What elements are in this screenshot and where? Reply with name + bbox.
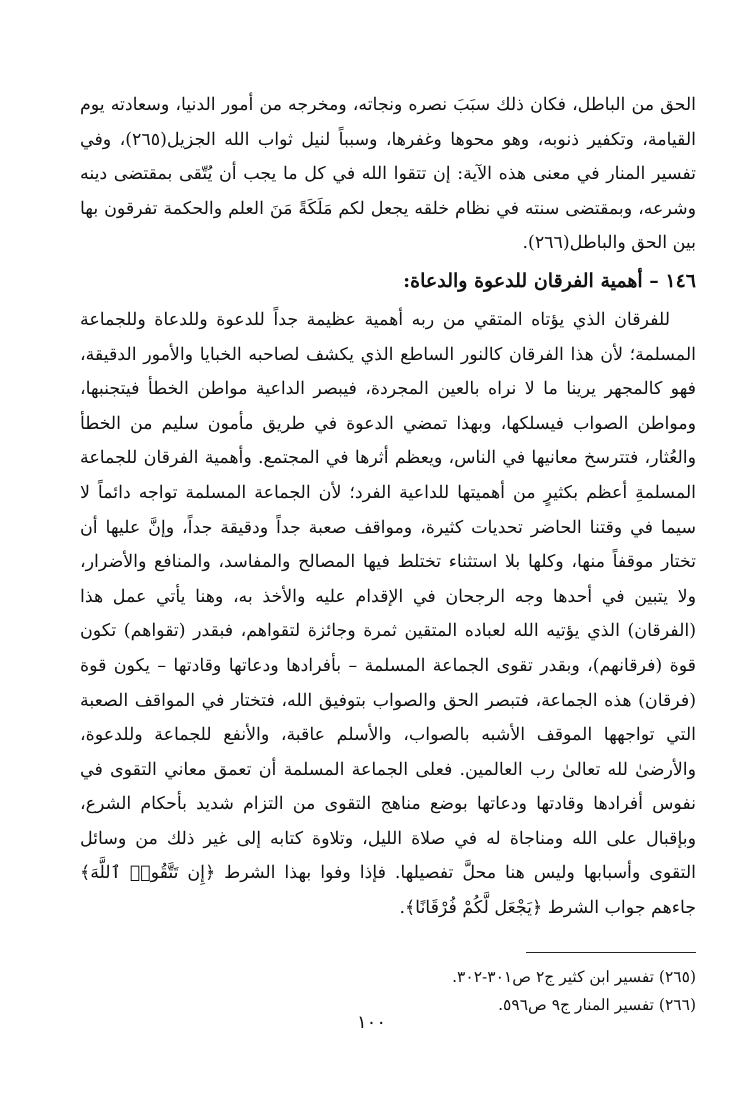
paragraph-main: للفرقان الذي يؤتاه المتقي من ربه أهمية عظيمة جداً للدعوة وللدعاة وللجماعة المسلمة؛ لأن هذا الفرقان كالنور الساطع الذي يكشف لصاحبه الخبايا والأمور الدقيقة، فهو كالمجهر يرينا ما لا نراه بالعين المجردة، فيبصر الداعية مواطن الخطأ فيتجنبها، ومواطن الصواب فيسلكها، وبهذا تمضي الدعوة في طريق مأمون سليم من الخطأ والعُثار، فتترسخ معانيها في الناس، ويعظم أثرها في المجتمع. وأهمية الفرقان للجماعة المسلمةِ أعظم بكثيرٍ من أهميتها للداعية الفرد؛ لأن الجماعة المسلمة تواجه دائماً لا سيما في وقتنا الحاضر تحديات كثيرة، ومواقف صعبة جداً ودقيقة جداً، وإنَّ عليها أن تختار موقفاً منها، وكلها بلا استثناء تختلط فيها المصالح والمفاسد، والمنافع والأضرار، ولا يتبين في أحدها وجه الرجحان في الإقدام عليه والأخذ به، وهنا يأتي عمل هذا (الفرقان) الذي يؤتيه الله لعباده المتقين ثمرة وجائزة لتقواهم، فبقدر (تقواهم) تكون قوة (فرقانهم)، وبقدر تقوى الجماعة المسلمة – بأفرادها ودعاتها وقادتها – يكون قوة (فرقان) هذه الجماعة، فتبصر الحق والصواب بتوفيق الله، فتختار في المواقف الصعبة التي تواجهها الموقف الأشبه بالصواب، والأسلم عاقبة، والأنفع للجماعة وللدعوة، والأرضىٰ لله تعالىٰ رب العالمين. فعلى الجماعة المسلمة أن تعمق معاني التقوى في نفوس أفرادها وقادتها ودعاتها بوضع مناهج التقوى من التزام شديد بأحكام الشرع، وبإقبال على الله ومناجاة له في صلاة الليل، وتلاوة كتابه إلى غير ذلك من وسائل التقوى وأسبابها وليس هنا محلَّ تفصيلها. فإذا وفوا بهذا الشرط ﴿إِن تَتَّقُوا۟ ٱللَّهَ﴾ جاءهم جواب الشرط ﴿يَجْعَل لَّكُمْ فُرْقَانًا﴾.: [80, 309, 696, 919]
section-heading: ١٤٦ – أهمية الفرقان للدعوة والدعاة:: [403, 269, 696, 292]
page-number: ١٠٠: [356, 1012, 386, 1033]
footnote-265: (٢٦٥) تفسير ابن كثير ج٢ ص٣٠١-٣٠٢.: [452, 968, 696, 986]
footnote-266: (٢٦٦) تفسير المنار ج٩ ص٥٩٦.: [498, 996, 696, 1014]
page-body: [80, 88, 696, 926]
footnotes: [80, 952, 696, 1019]
footnote-separator: [526, 952, 696, 953]
paragraph-continuation: الحق من الباطل، فكان ذلك سبَبَ نصره ونجاته، ومخرجه من أمور الدنيا، وسعادته يوم القيامة، وتكفير ذنوبه، وهو محوها وغفرها، وسبباً لنيل ثواب الله الجزيل(٢٦٥)، وفي تفسير المنار في معنى هذه الآية: إن تتقوا الله في كل ما يجب أن يُتّقى بمقتضى دينه وشرعه، وبمقتضى سنته في نظام خلقه يجعل لكم مَلَكَةً مَنَ العلم والحكمة تفرقون بها بين الحق والباطل(٢٦٦).: [80, 95, 696, 254]
